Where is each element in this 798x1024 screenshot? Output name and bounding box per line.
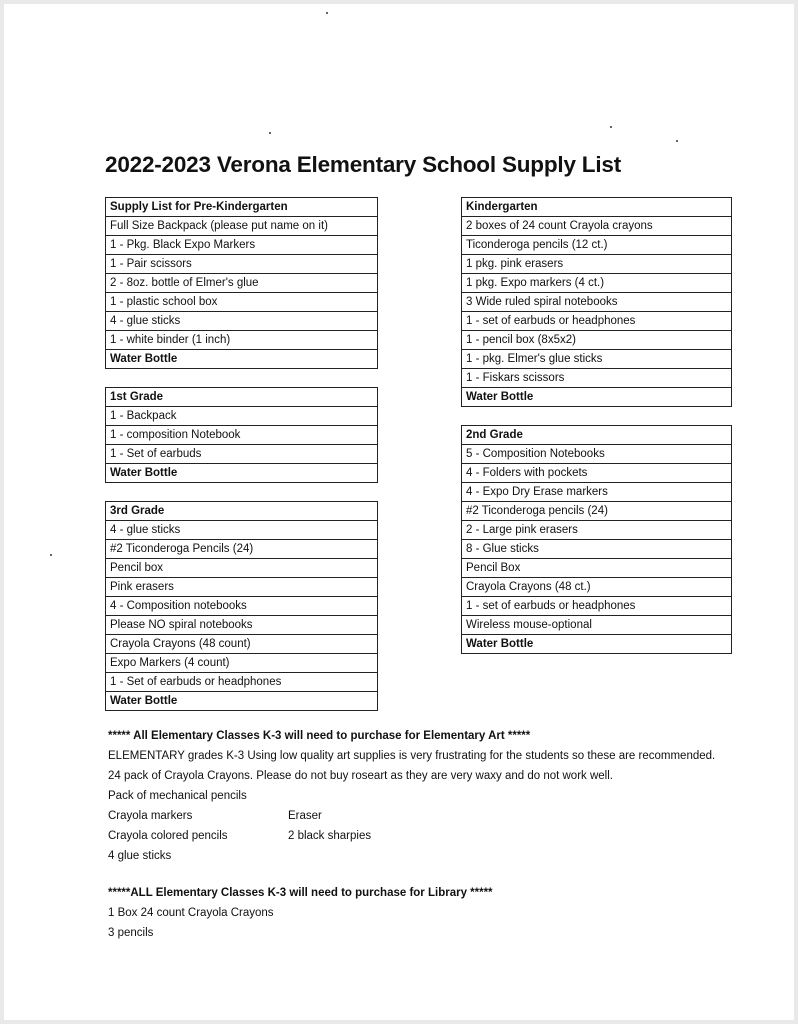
list-item: 2 black sharpies (288, 830, 372, 842)
table-row: 1 - plastic school box (106, 293, 377, 312)
table-row: Ticonderoga pencils (12 ct.) (462, 236, 731, 255)
table-row: 1 pkg. pink erasers (462, 255, 731, 274)
table-row: 1 - Pkg. Black Expo Markers (106, 236, 377, 255)
table-row: 4 - Composition notebooks (106, 597, 377, 616)
table-row: #2 Ticonderoga pencils (24) (462, 502, 731, 521)
list-item: Crayola markers (108, 810, 193, 822)
library-heading: *****ALL Elementary Classes K-3 will need to purchase for Library ***** (108, 887, 493, 899)
list-item: Crayola colored pencils (108, 830, 228, 842)
art-heading: ***** All Elementary Classes K-3 will need to purchase for Elementary Art ***** (108, 730, 531, 742)
art-note-line: Pack of mechanical pencils (108, 790, 247, 802)
art-note-line: 24 pack of Crayola Crayons. Please do not buy roseart as they are very waxy and do not work well. (108, 770, 613, 782)
table-row: 4 - Expo Dry Erase markers (462, 483, 731, 502)
table-row: 1 - set of earbuds or headphones (462, 312, 731, 331)
table-row: 8 - Glue sticks (462, 540, 731, 559)
list-item: Eraser (288, 810, 322, 822)
table-header: 1st Grade (106, 388, 377, 407)
table-row: 1 - pencil box (8x5x2) (462, 331, 731, 350)
scan-speck (326, 12, 328, 14)
scan-speck (676, 140, 678, 142)
scan-speck (269, 132, 271, 134)
table-row: Wireless mouse-optional (462, 616, 731, 635)
table-row: 4 - glue sticks (106, 521, 377, 540)
pre-k-table (105, 197, 378, 369)
table-row: 2 boxes of 24 count Crayola crayons (462, 217, 731, 236)
table-row: 5 - Composition Notebooks (462, 445, 731, 464)
table-header: 2nd Grade (462, 426, 731, 445)
document-page (4, 4, 794, 1020)
third-grade-table (105, 501, 378, 711)
scan-speck (610, 126, 612, 128)
table-row: 1 - Pair scissors (106, 255, 377, 274)
table-row: Pencil box (106, 559, 377, 578)
table-row: 1 - set of earbuds or headphones (462, 597, 731, 616)
table-row: 1 - Backpack (106, 407, 377, 426)
table-row: 1 - pkg. Elmer's glue sticks (462, 350, 731, 369)
table-row: 4 - glue sticks (106, 312, 377, 331)
table-header: Kindergarten (462, 198, 731, 217)
table-row: Water Bottle (106, 692, 377, 711)
table-row: Water Bottle (106, 350, 377, 369)
table-row: 1 - Set of earbuds or headphones (106, 673, 377, 692)
table-row: Water Bottle (106, 464, 377, 483)
table-row: 1 - Set of earbuds (106, 445, 377, 464)
table-row: Crayola Crayons (48 count) (106, 635, 377, 654)
list-item: 3 pencils (108, 927, 154, 939)
table-row: 2 - 8oz. bottle of Elmer's glue (106, 274, 377, 293)
scan-speck (50, 554, 52, 556)
table-row: Water Bottle (462, 635, 731, 654)
table-row: 1 - white binder (1 inch) (106, 331, 377, 350)
table-row: #2 Ticonderoga Pencils (24) (106, 540, 377, 559)
table-row: Please NO spiral notebooks (106, 616, 377, 635)
art-note-line: ELEMENTARY grades K-3 Using low quality art supplies is very frustrating for the students so these are recommended. (108, 750, 716, 762)
table-row: 1 - composition Notebook (106, 426, 377, 445)
table-header: Supply List for Pre-Kindergarten (106, 198, 377, 217)
table-row: Crayola Crayons (48 ct.) (462, 578, 731, 597)
table-row: Pencil Box (462, 559, 731, 578)
table-row: Full Size Backpack (please put name on it) (106, 217, 377, 236)
table-row: 3 Wide ruled spiral notebooks (462, 293, 731, 312)
table-row: Expo Markers (4 count) (106, 654, 377, 673)
second-grade-table (461, 425, 732, 654)
table-row: 2 - Large pink erasers (462, 521, 731, 540)
first-grade-table (105, 387, 378, 483)
table-row: 4 - Folders with pockets (462, 464, 731, 483)
page-title: 2022-2023 Verona Elementary School Supply List (105, 152, 622, 177)
table-row: 1 pkg. Expo markers (4 ct.) (462, 274, 731, 293)
kindergarten-table (461, 197, 732, 407)
table-row: Water Bottle (462, 388, 731, 407)
list-item: 4 glue sticks (108, 850, 172, 862)
table-header: 3rd Grade (106, 502, 377, 521)
table-row: Pink erasers (106, 578, 377, 597)
table-row: 1 - Fiskars scissors (462, 369, 731, 388)
list-item: 1 Box 24 count Crayola Crayons (108, 907, 274, 919)
